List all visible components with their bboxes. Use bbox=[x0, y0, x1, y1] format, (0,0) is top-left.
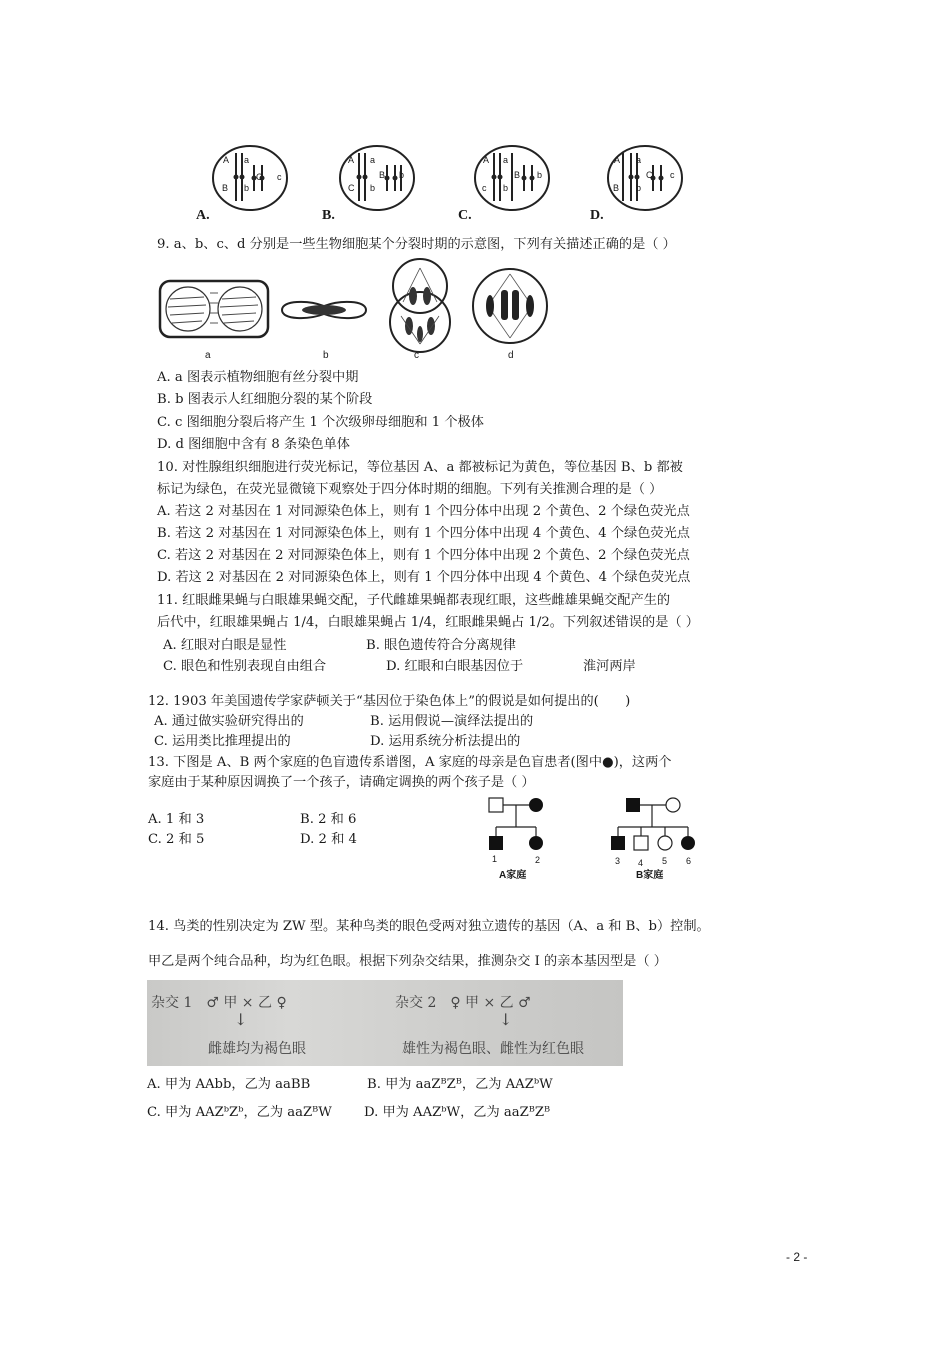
cell-d-letter-tl: A bbox=[614, 155, 621, 165]
q10-option-b: B. 若这 2 对基因在 1 对同源染色体上，则有 1 个四分体中出现 4 个黄色、4 个绿色荧光点 bbox=[157, 526, 690, 541]
q11-option-d: D. 红眼和白眼基因位于 bbox=[386, 659, 524, 674]
cell-b-letter-bm: b bbox=[370, 183, 376, 193]
q10-option-a: A. 若这 2 对基因在 1 对同源染色体上，则有 1 个四分体中出现 2 个黄色、2 个绿色荧光点 bbox=[157, 504, 690, 519]
q13-stem-line1: 13. 下图是 A、B 两个家庭的色盲遗传系谱图，A 家庭的母亲是色盲患者(图中●)，这两个 bbox=[148, 755, 672, 770]
q11-option-b: B. 眼色遗传符合分离规律 bbox=[366, 638, 516, 653]
q14-stem-line1: 14. 鸟类的性别决定为 ZW 型。某种鸟类的眼色受两对独立遗传的基因（A、a 和 B、b）控制。 bbox=[148, 919, 710, 934]
q9-option-b: B. b 图表示人红细胞分裂的某个阶段 bbox=[157, 392, 373, 407]
q10-option-c: C. 若这 2 对基因在 2 对同源染色体上，则有 1 个四分体中出现 2 个黄色、2 个绿色荧光点 bbox=[157, 548, 690, 563]
cell-b-option: B. bbox=[322, 208, 335, 223]
q14-cross-photo bbox=[147, 980, 623, 1066]
pedigree-a-caption: A家庭 bbox=[499, 870, 527, 881]
cell-c-option: C. bbox=[458, 208, 472, 223]
q12-stem: 12. 1903 年美国遗传学家萨顿关于“基因位于染色体上”的假说是如何提出的( ) bbox=[148, 694, 631, 709]
pedigree-a-num-1: 1 bbox=[492, 854, 498, 864]
q9-figure-label-a: a bbox=[205, 350, 211, 361]
q9-stem: 9. a、b、c、d 分别是一些生物细胞某个分裂时期的示意图，下列有关描述正确的是（ ） bbox=[157, 237, 676, 252]
cell-c-letter-r1: B bbox=[514, 170, 521, 180]
q9-figure-d bbox=[470, 266, 550, 346]
pedigree-family-a bbox=[478, 793, 558, 863]
cell-d-letter-tr: a bbox=[636, 155, 642, 165]
q13-option-c: C. 2 和 5 bbox=[148, 832, 205, 847]
q14-option-d: D. 甲为 AAZᵇW，乙为 aaZᴮZᴮ bbox=[364, 1105, 551, 1120]
q12-option-a: A. 通过做实验研究得出的 bbox=[154, 714, 304, 729]
q9-figure-label-b: b bbox=[323, 350, 329, 361]
cell-c-letter-r2: b bbox=[537, 170, 543, 180]
cell-a-option: A. bbox=[196, 208, 210, 223]
q10-stem-line1: 10. 对性腺组织细胞进行荧光标记，等位基因 A、a 都被标记为黄色，等位基因 B、b 都被 bbox=[157, 460, 683, 475]
q10-stem-line2: 标记为绿色，在荧光显微镜下观察处于四分体时期的细胞。下列有关推测合理的是（ ） bbox=[157, 482, 663, 497]
q14-option-c: C. 甲为 AAZᵇZᵇ，乙为 aaZᴮW bbox=[147, 1105, 332, 1120]
pedigree-b-caption: B家庭 bbox=[636, 870, 664, 881]
cross-1-result: 雌雄均为褐色眼 bbox=[208, 1041, 306, 1057]
cell-a-letter-tr: a bbox=[244, 155, 250, 165]
q9-figure-c bbox=[383, 256, 457, 354]
cross-2-label: 杂交 2 ♀ 甲 × 乙 ♂ bbox=[395, 995, 531, 1011]
q11-option-c: C. 眼色和性别表现自由组合 bbox=[163, 659, 327, 674]
q9-figure-b bbox=[278, 296, 370, 324]
cell-b-letter-r1: B bbox=[379, 170, 386, 180]
cell-d-option: D. bbox=[590, 208, 604, 223]
q11-option-d-tail: 淮河两岸 bbox=[583, 659, 636, 674]
q9-figure-label-c: c bbox=[414, 350, 419, 361]
cell-c-letter-tl: A bbox=[483, 155, 490, 165]
cross-1-label: 杂交 1 ♂ 甲 × 乙 ♀ bbox=[151, 995, 287, 1011]
cell-b-letter-bl: C bbox=[348, 183, 355, 193]
cross-2-result: 雄性为褐色眼、雌性为红色眼 bbox=[402, 1041, 584, 1057]
q9-option-c: C. c 图细胞分裂后将产生 1 个次级卵母细胞和 1 个极体 bbox=[157, 415, 484, 430]
cell-d-letter-bm: b bbox=[636, 183, 642, 193]
cross-2-arrow: ↓ bbox=[499, 1010, 513, 1029]
q14-option-a: A. 甲为 AAbb，乙为 aaBB bbox=[147, 1077, 311, 1092]
cell-c-letter-bm: b bbox=[503, 183, 509, 193]
q9-option-d: D. d 图细胞中含有 8 条染色单体 bbox=[157, 437, 350, 452]
cell-d-letter-bl: B bbox=[613, 183, 620, 193]
q9-figure-a bbox=[158, 279, 270, 339]
cell-a-letter-r2: c bbox=[277, 172, 282, 182]
pedigree-b-num-6: 6 bbox=[686, 856, 692, 866]
cell-d-letter-r1: C bbox=[646, 170, 653, 180]
cell-c-letter-tr: a bbox=[503, 155, 509, 165]
cell-c-letter-bl: c bbox=[482, 183, 487, 193]
pedigree-b-num-5: 5 bbox=[662, 856, 668, 866]
cell-d-letter-r2: c bbox=[670, 170, 675, 180]
q13-option-a: A. 1 和 3 bbox=[148, 812, 205, 827]
q9-figure-label-d: d bbox=[508, 350, 514, 361]
q13-option-b: B. 2 和 6 bbox=[300, 812, 357, 827]
q11-stem-line2: 后代中，红眼雄果蝇占 1/4，白眼雄果蝇占 1/4，红眼雌果蝇占 1/2。下列叙述错误的是（ ） bbox=[157, 615, 699, 630]
cell-a-letter-r1: C bbox=[256, 172, 263, 182]
q14-option-b: B. 甲为 aaZᴮZᴮ，乙为 AAZᵇW bbox=[367, 1077, 553, 1092]
q12-option-c: C. 运用类比推理提出的 bbox=[154, 734, 291, 749]
cell-a-letter-bm: b bbox=[244, 183, 250, 193]
q11-stem-line1: 11. 红眼雌果蝇与白眼雄果蝇交配，子代雌雄果蝇都表现红眼，这些雌雄果蝇交配产生的 bbox=[157, 593, 671, 608]
q11-option-a: A. 红眼对白眼是显性 bbox=[163, 638, 287, 653]
pedigree-b-num-4: 4 bbox=[638, 858, 644, 868]
q10-option-d: D. 若这 2 对基因在 2 对同源染色体上，则有 1 个四分体中出现 4 个黄色、4 个绿色荧光点 bbox=[157, 570, 691, 585]
pedigree-a-num-2: 2 bbox=[535, 855, 541, 865]
cell-a-letter-bl: B bbox=[222, 183, 229, 193]
q12-option-b: B. 运用假说—演绎法提出的 bbox=[370, 714, 534, 729]
pedigree-family-b bbox=[600, 793, 700, 863]
q12-option-d: D. 运用系统分析法提出的 bbox=[370, 734, 521, 749]
page-number: - 2 - bbox=[786, 1250, 808, 1264]
q9-option-a: A. a 图表示植物细胞有丝分裂中期 bbox=[157, 370, 359, 385]
q13-stem-line2: 家庭由于某种原因调换了一个孩子，请确定调换的两个孩子是（ ） bbox=[148, 775, 535, 790]
cell-diagram-b bbox=[337, 143, 417, 213]
cross-1-arrow: ↓ bbox=[234, 1010, 248, 1029]
pedigree-b-num-3: 3 bbox=[615, 856, 621, 866]
cell-b-letter-tl: A bbox=[348, 155, 355, 165]
cell-a-letter-tl: A bbox=[223, 155, 230, 165]
cell-b-letter-r2: b bbox=[399, 170, 405, 180]
q13-option-d: D. 2 和 4 bbox=[300, 832, 357, 847]
cell-b-letter-tr: a bbox=[370, 155, 376, 165]
q14-stem-line2: 甲乙是两个纯合品种，均为红色眼。根据下列杂交结果，推测杂交 I 的亲本基因型是（ ） bbox=[148, 954, 667, 969]
